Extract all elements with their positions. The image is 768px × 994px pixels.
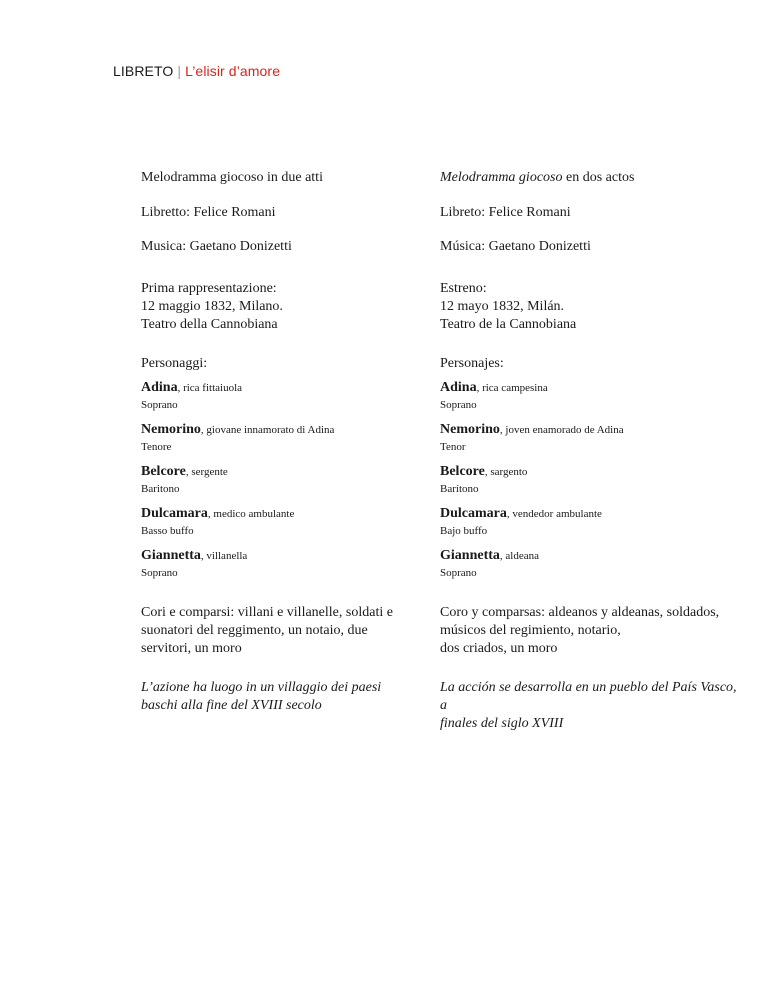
character-name: Giannetta xyxy=(141,548,201,563)
character-name: Dulcamara xyxy=(440,506,507,521)
character-desc: , giovane innamorato di Adina xyxy=(200,424,335,436)
character-desc: , aldeana xyxy=(499,550,539,562)
es-genre-italic: Melodramma giocoso xyxy=(440,170,563,185)
character-desc: , vendedor ambulante xyxy=(506,508,602,520)
es-character xyxy=(440,547,740,580)
es-character xyxy=(440,463,740,496)
it-character xyxy=(141,463,441,496)
header-separator: | xyxy=(177,63,182,79)
it-genre: Melodramma giocoso in due atti xyxy=(141,170,323,185)
es-characters-heading: Personajes: xyxy=(440,356,504,371)
character-name: Nemorino xyxy=(141,422,201,437)
character-voice: Barítono xyxy=(440,483,479,495)
it-music: Musica: Gaetano Donizetti xyxy=(141,239,292,254)
character-voice: Baritono xyxy=(141,483,180,495)
it-character xyxy=(141,421,441,454)
character-name: Nemorino xyxy=(440,422,500,437)
character-voice: Soprano xyxy=(141,399,178,411)
es-genre xyxy=(440,169,740,187)
it-chorus: Cori e comparsi: villani e villanelle, soldati e suonatori del reggimento, un notaio, due servitori, un moro xyxy=(141,605,393,656)
es-chorus: Coro y comparsas: aldeanos y aldeanas, soldados, músicos del regimiento, notario, dos criados, un moro xyxy=(440,605,720,656)
es-character xyxy=(440,505,740,538)
character-voice: Soprano xyxy=(440,567,477,579)
character-desc: , joven enamorado de Adina xyxy=(499,424,624,436)
character-voice: Soprano xyxy=(440,399,477,411)
es-character xyxy=(440,379,740,412)
character-name: Dulcamara xyxy=(141,506,208,521)
character-voice: Basso buffo xyxy=(141,525,194,537)
it-character xyxy=(141,379,441,412)
character-name: Adina xyxy=(440,380,477,395)
it-premiere: Prima rappresentazione: 12 maggio 1832, Milano. Teatro della Cannobiana xyxy=(141,281,283,332)
es-libretto: Libreto: Felice Romani xyxy=(440,205,571,220)
character-name: Belcore xyxy=(440,464,485,479)
character-voice: Soprano xyxy=(141,567,178,579)
es-premiere: Estreno: 12 mayo 1832, Milán. Teatro de la Cannobiana xyxy=(440,281,577,332)
character-name: Belcore xyxy=(141,464,186,479)
character-name: Giannetta xyxy=(440,548,500,563)
character-desc: , medico ambulante xyxy=(207,508,295,520)
es-genre-rest: en dos actos xyxy=(562,170,635,185)
character-voice: Tenore xyxy=(141,441,172,453)
character-desc: , rica campesina xyxy=(476,382,548,394)
page-header xyxy=(113,63,280,79)
character-voice: Tenor xyxy=(440,441,466,453)
header-title: L’elisir d’amore xyxy=(185,63,281,79)
character-desc: , sergente xyxy=(185,466,228,478)
it-characters-heading: Personaggi: xyxy=(141,356,208,371)
es-character xyxy=(440,421,740,454)
it-character xyxy=(141,505,441,538)
it-setting: L’azione ha luogo in un villaggio dei paesi baschi alla fine del XVIII secolo xyxy=(141,680,382,713)
es-setting: La acción se desarrolla en un pueblo del País Vasco, a finales del siglo XVIII xyxy=(440,680,737,731)
character-desc: , villanella xyxy=(200,550,248,562)
character-voice: Bajo buffo xyxy=(440,525,488,537)
es-music: Música: Gaetano Donizetti xyxy=(440,239,591,254)
character-name: Adina xyxy=(141,380,178,395)
it-character xyxy=(141,547,441,580)
it-libretto: Libretto: Felice Romani xyxy=(141,205,276,220)
character-desc: , rica fittaiuola xyxy=(177,382,243,394)
header-label: LIBRETO xyxy=(113,63,174,79)
character-desc: , sargento xyxy=(484,466,528,478)
